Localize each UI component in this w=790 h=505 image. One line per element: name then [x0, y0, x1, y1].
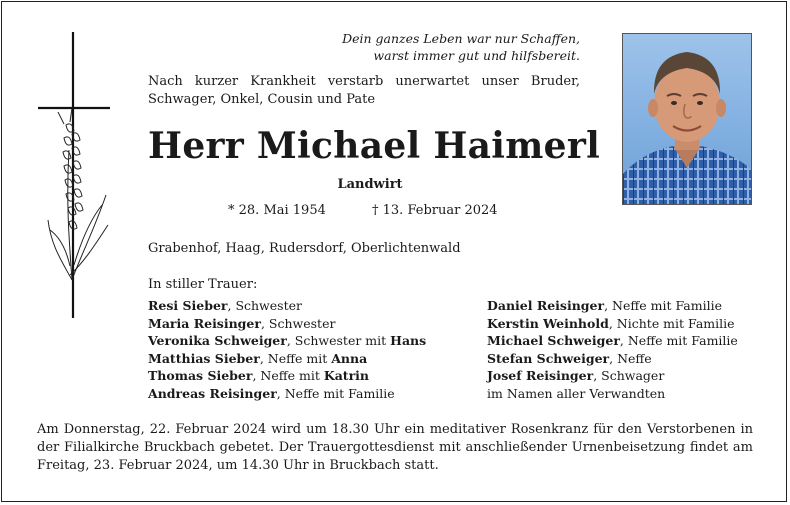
intro-text: Nach kurzer Krankheit verstarb unerwartet unser Bruder, Schwager, Onkel, Cousin und Pate: [148, 74, 580, 107]
motto-line-2: warst immer gut und hilfsbereit.: [373, 48, 580, 63]
occupation: Landwirt: [337, 177, 403, 192]
list-item: Maria Reisinger, Schwester: [148, 315, 336, 331]
list-item: Michael Schweiger, Neffe mit Familie: [487, 333, 738, 348]
list-item: Stefan Schweiger, Neffe: [487, 350, 652, 366]
list-item: Thomas Sieber, Neffe mit Katrin: [148, 368, 370, 383]
mourners-right-list: [487, 297, 738, 402]
list-item: Andreas Reisinger, Neffe mit Familie: [148, 385, 395, 401]
mourners-left-list: [148, 297, 426, 402]
list-item: Veronika Schweiger, Schwester mit Hans: [148, 333, 427, 348]
motto-line-1: Dein ganzes Leben war nur Schaffen,: [342, 31, 580, 46]
mourning-heading: In stiller Trauer:: [148, 277, 258, 292]
list-item: Daniel Reisinger, Neffe mit Familie: [487, 298, 722, 313]
list-item: Josef Reisinger, Schwager: [487, 368, 665, 383]
list-item: Kerstin Weinhold, Nichte mit Familie: [487, 315, 735, 331]
list-item: Resi Sieber, Schwester: [148, 298, 302, 313]
death-date: † 13. Februar 2024: [372, 203, 498, 218]
portrait-illustration: [623, 34, 751, 204]
list-item: Matthias Sieber, Neffe mit Anna: [148, 350, 368, 366]
motto: [290, 30, 580, 64]
service-info: Am Donnerstag, 22. Februar 2024 wird um 18.30 Uhr ein meditativer Rosenkranz für den Verstorbenen in der Filialkirche Bruckbach gebetet. Der Trauergottesdienst mit anschließender Urnenbeisetzung findet am Freitag, 23. Februar 2024, um 14.30 Uhr in Bruckbach statt.: [37, 422, 753, 473]
deceased-name: Herr Michael Haimerl: [148, 125, 601, 167]
portrait-photo: [622, 33, 752, 205]
places: Grabenhof, Haag, Rudersdorf, Oberlichtenwald: [148, 241, 461, 256]
list-item: im Namen aller Verwandten: [487, 385, 666, 401]
cross-with-wheat-icon: [36, 30, 116, 322]
birth-date: * 28. Mai 1954: [228, 203, 326, 218]
